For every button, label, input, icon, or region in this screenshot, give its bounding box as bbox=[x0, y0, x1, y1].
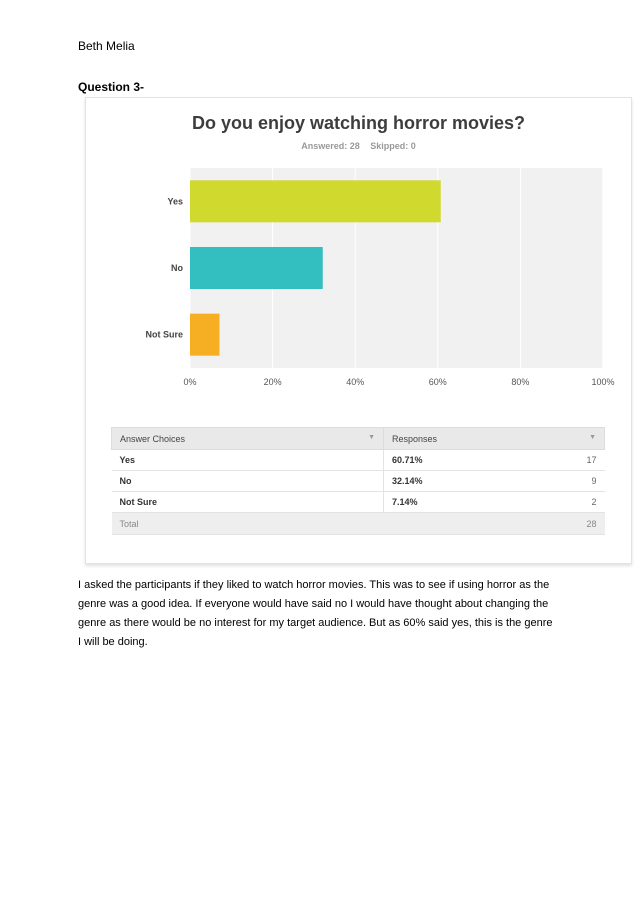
percent-cell: 7.14% bbox=[384, 492, 526, 513]
total-row bbox=[112, 513, 605, 535]
responses-table bbox=[111, 427, 605, 535]
percent-cell: 32.14% bbox=[384, 471, 526, 492]
table-row bbox=[112, 450, 605, 471]
header-responses[interactable] bbox=[384, 428, 605, 450]
chevron-down-icon[interactable]: ▼ bbox=[589, 434, 596, 441]
body-paragraph: I asked the participants if they liked to watch horror movies. This was to see if using horror as the genre was a good idea. If everyone would have said no I would have thought about changing the genre as there would be no interest for my target audience. But as 60% said yes, this is the genre I will be doing. bbox=[78, 579, 553, 648]
x-tick-label: 0% bbox=[183, 377, 197, 387]
choice-cell: Not Sure bbox=[112, 492, 384, 513]
bar-not-sure bbox=[190, 314, 219, 356]
bar-no bbox=[190, 247, 323, 289]
skipped-count: Skipped: 0 bbox=[370, 141, 416, 151]
header-answer-choices[interactable] bbox=[112, 428, 384, 450]
question-heading: Question 3- bbox=[78, 80, 145, 94]
header-label: Responses bbox=[392, 433, 438, 444]
total-label: Total bbox=[112, 513, 526, 535]
count-cell: 17 bbox=[526, 450, 605, 471]
bar-yes bbox=[190, 180, 441, 222]
header-label: Answer Choices bbox=[120, 433, 186, 444]
x-tick-label: 20% bbox=[263, 377, 282, 387]
x-tick-label: 100% bbox=[591, 377, 615, 387]
y-category-label: Yes bbox=[167, 196, 183, 207]
author-name: Beth Melia bbox=[78, 39, 135, 53]
y-category-label: Not Sure bbox=[145, 329, 183, 340]
answered-count: Answered: 28 bbox=[301, 141, 360, 151]
bar-chart bbox=[86, 98, 631, 398]
chevron-down-icon[interactable]: ▼ bbox=[368, 434, 375, 441]
x-tick-label: 40% bbox=[346, 377, 365, 387]
total-count: 28 bbox=[526, 513, 605, 535]
chart-title: Do you enjoy watching horror movies? bbox=[191, 113, 526, 133]
table-row bbox=[112, 492, 605, 513]
survey-chart-panel bbox=[85, 97, 632, 564]
choice-cell: Yes bbox=[112, 450, 384, 471]
percent-cell: 60.71% bbox=[384, 450, 526, 471]
x-tick-label: 60% bbox=[428, 377, 447, 387]
count-cell: 9 bbox=[526, 471, 605, 492]
choice-cell: No bbox=[112, 471, 384, 492]
table-row bbox=[112, 471, 605, 492]
x-tick-label: 80% bbox=[511, 377, 530, 387]
y-category-label: No bbox=[171, 263, 183, 273]
table-header-row bbox=[112, 428, 605, 450]
count-cell: 2 bbox=[526, 492, 605, 513]
